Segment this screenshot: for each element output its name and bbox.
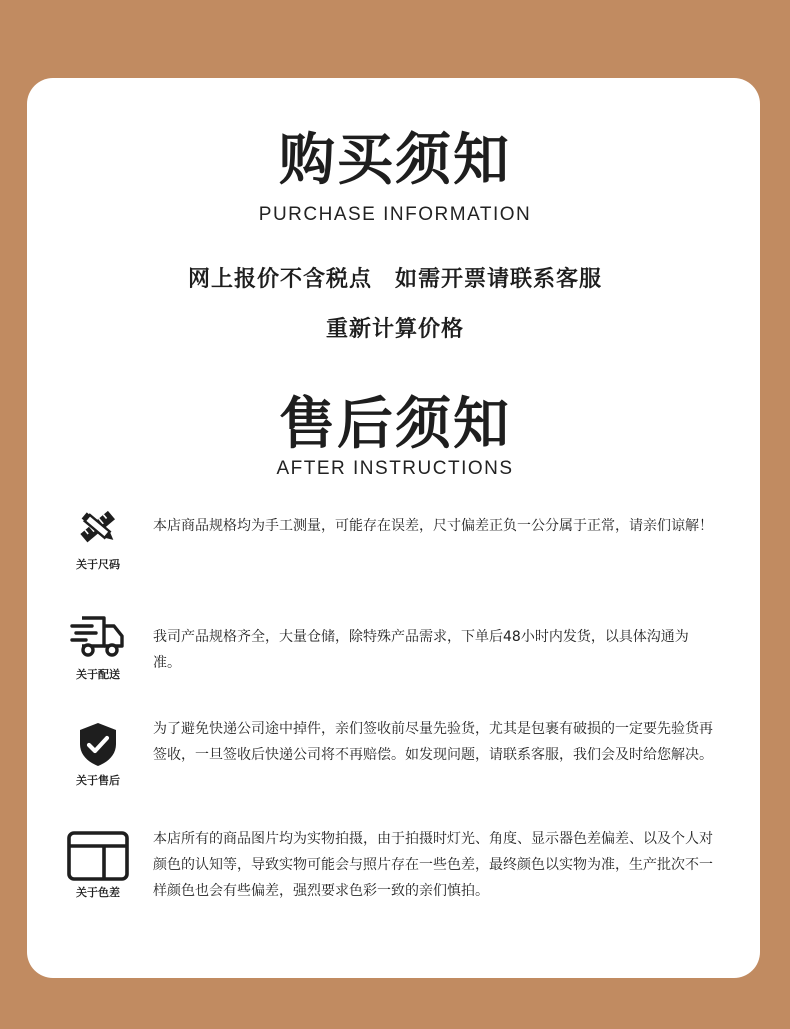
item-description: 本店所有的商品图片均为实物拍摄，由于拍摄时灯光、角度、显示器色差偏差、以及个人对颜色的认知等，导致实物可能会与照片存在一些色差，最终颜色以实物为准，生产批次不一样颜色也会有些偏差，强烈要求色彩一致的亲们慎拍。 [153,831,713,899]
item-label: 关于色差 [76,886,120,899]
purchase-notice-line2: 重新计算价格 [325,317,464,342]
item-label: 关于配送 [76,668,120,681]
item-description: 我司产品规格齐全，大量仓储，除特殊产品需求，下单后48小时内发货，以具体沟通为准。 [153,629,689,671]
after-title: 售后须知 [279,392,511,457]
purchase-notice-line1: 网上报价不含税点 如需开票请联系客服 [187,267,602,292]
purchase-title: 购买须知 [279,128,511,193]
item-description: 本店商品规格均为手工测量，可能存在误差，尺寸偏差正负一公分属于正常，请亲们谅解！ [153,518,713,534]
purchase-subtitle: PURCHASE INFORMATION [258,204,532,225]
delivery-truck-icon [66,612,130,660]
item-label: 关于售后 [76,774,120,787]
item-description: 为了避免快递公司途中掉件，亲们签收前尽量先验货，尤其是包裹有破损的一定要先验货再签收，一旦签收后快递公司将不再赔偿。如发现问题，请联系客服，我们会及时给您解决。 [153,721,713,763]
pencil-ruler-icon [66,503,130,551]
shield-check-icon [66,720,130,768]
color-window-icon [66,830,130,878]
after-subtitle: AFTER INSTRUCTIONS [276,458,514,479]
item-label: 关于尺码 [76,558,120,571]
